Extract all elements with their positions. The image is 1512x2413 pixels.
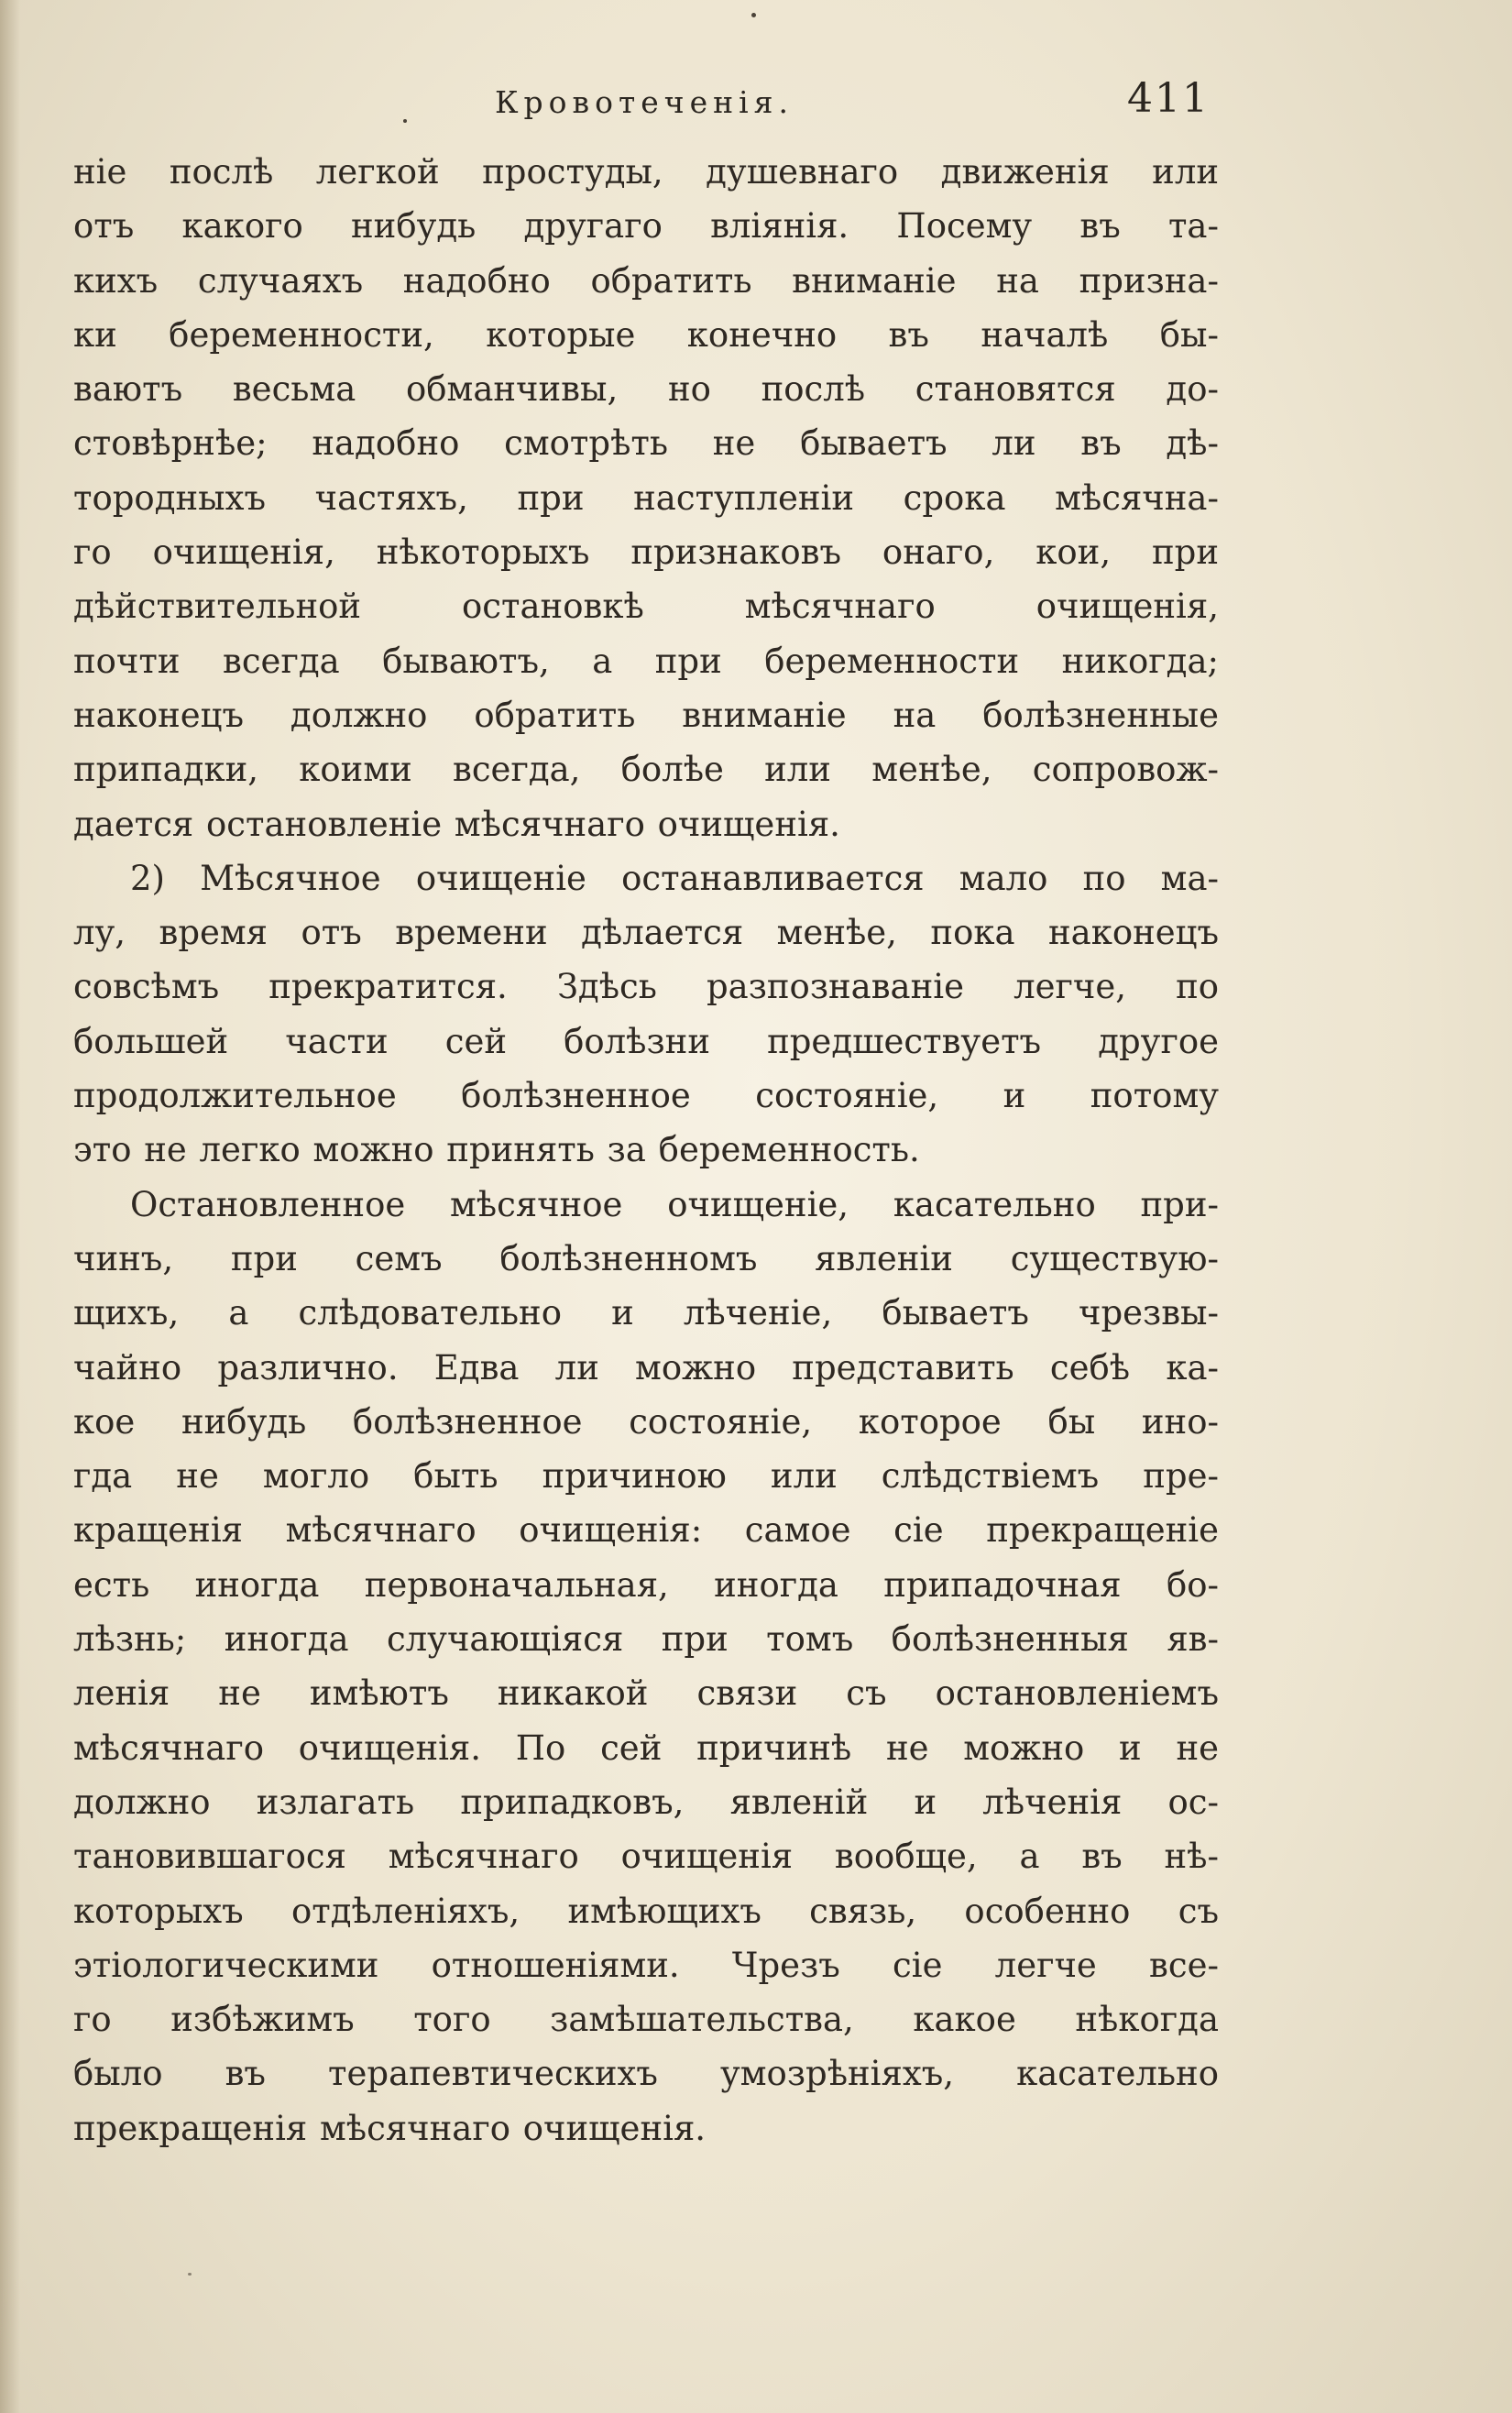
text-line: ки беременности, которые конечно въ началѣ бы- [73,314,1219,355]
text-line: отъ какого нибудь другаго вліянія. Посему въ та- [73,206,1219,247]
text-line: дѣйствительной остановкѣ мѣсячнаго очищенія, [73,587,1219,627]
text-line: мѣсячнаго очищенія. По сей причинѣ не можно и не [73,1727,1219,1768]
text-line: лу, время отъ времени дѣлается менѣе, пока наконецъ [73,913,1219,953]
ink-speck [403,119,407,123]
running-title: Кровотеченія. [495,84,794,120]
text-line: тановившагося мѣсячнаго очищенія вообще, а въ нѣ- [73,1837,1219,1877]
text-line: этіологическими отношеніями. Чрезъ сіе легче все- [73,1945,1219,1985]
text-line: кращенія мѣсячнаго очищенія: самое сіе прекращеніе [73,1510,1219,1551]
text-line: дается остановленіе мѣсячнаго очищенія. [73,804,840,844]
text-line: это не легко можно принять за беременность. [73,1130,920,1170]
text-line: щихъ, а слѣдовательно и лѣченіе, бываетъ чрезвы- [73,1293,1219,1333]
body-text [73,145,1219,2155]
paragraph-1 [73,145,1219,851]
text-line: почти всегда бываютъ, а при беременности никогда; [73,641,1219,681]
paragraph-2 [73,851,1219,1178]
text-line: Остановленное мѣсячное очищеніе, касательно при- [130,1184,1219,1224]
ink-speck [188,2273,192,2276]
text-line: тородныхъ частяхъ, при наступленіи срока мѣсячна- [73,477,1219,518]
text-line: стовѣрнѣе; надобно смотрѣть не бываетъ ли въ дѣ- [73,423,1219,464]
text-line: ніе послѣ легкой простуды, душевнаго движенія или [73,152,1219,192]
page-edge-shadow [0,0,20,2413]
text-line: го очищенія, нѣкоторыхъ признаковъ онаго, кои, при [73,532,1219,573]
text-line: продолжительное болѣзненное состояніе, и потому [73,1076,1219,1116]
text-line: которыхъ отдѣленіяхъ, имѣющихъ связь, особенно съ [73,1891,1219,1931]
text-line: ленія не имѣютъ никакой связи съ остановленіемъ [73,1673,1219,1714]
text-line: большей части сей болѣзни предшествуетъ другое [73,1021,1219,1061]
text-line: припадки, коими всегда, болѣе или менѣе, сопровож- [73,750,1219,790]
text-line: го избѣжимъ того замѣшательства, какое нѣкогда [73,2000,1219,2040]
text-line: наконецъ должно обратить вниманіе на болѣзненные [73,695,1219,735]
text-line: должно излагать припадковъ, явленій и лѣченія ос- [73,1782,1219,1822]
text-line: ваютъ весьма обманчивы, но послѣ становятся до- [73,369,1219,410]
text-line: прекращенія мѣсячнаго очищенія. [73,2108,707,2148]
paragraph-3 [73,1178,1219,2155]
text-line: гда не могло быть причиною или слѣдствіемъ пре- [73,1456,1219,1497]
text-line: было въ терапевтическихъ умозрѣніяхъ, касательно [73,2054,1219,2094]
text-line: кое нибудь болѣзненное состояніе, которое бы ино- [73,1401,1219,1442]
text-line: есть иногда первоначальная, иногда припадочная бо- [73,1564,1219,1605]
text-line: чинъ, при семъ болѣзненномъ явленіи существую- [73,1238,1219,1278]
page-number: 411 [1127,75,1210,122]
text-line: чайно различно. Едва ли можно представить себѣ ка- [73,1347,1219,1387]
ink-speck [751,13,756,17]
running-header [495,75,1210,130]
text-line: лѣзнь; иногда случающіяся при томъ болѣзненныя яв- [73,1619,1219,1660]
text-line: 2) Мѣсячное очищеніе останавливается мало по ма- [130,858,1219,898]
text-line: кихъ случаяхъ надобно обратить вниманіе на призна- [73,260,1219,301]
text-line: совсѣмъ прекратится. Здѣсь разпознаваніе легче, по [73,967,1219,1007]
